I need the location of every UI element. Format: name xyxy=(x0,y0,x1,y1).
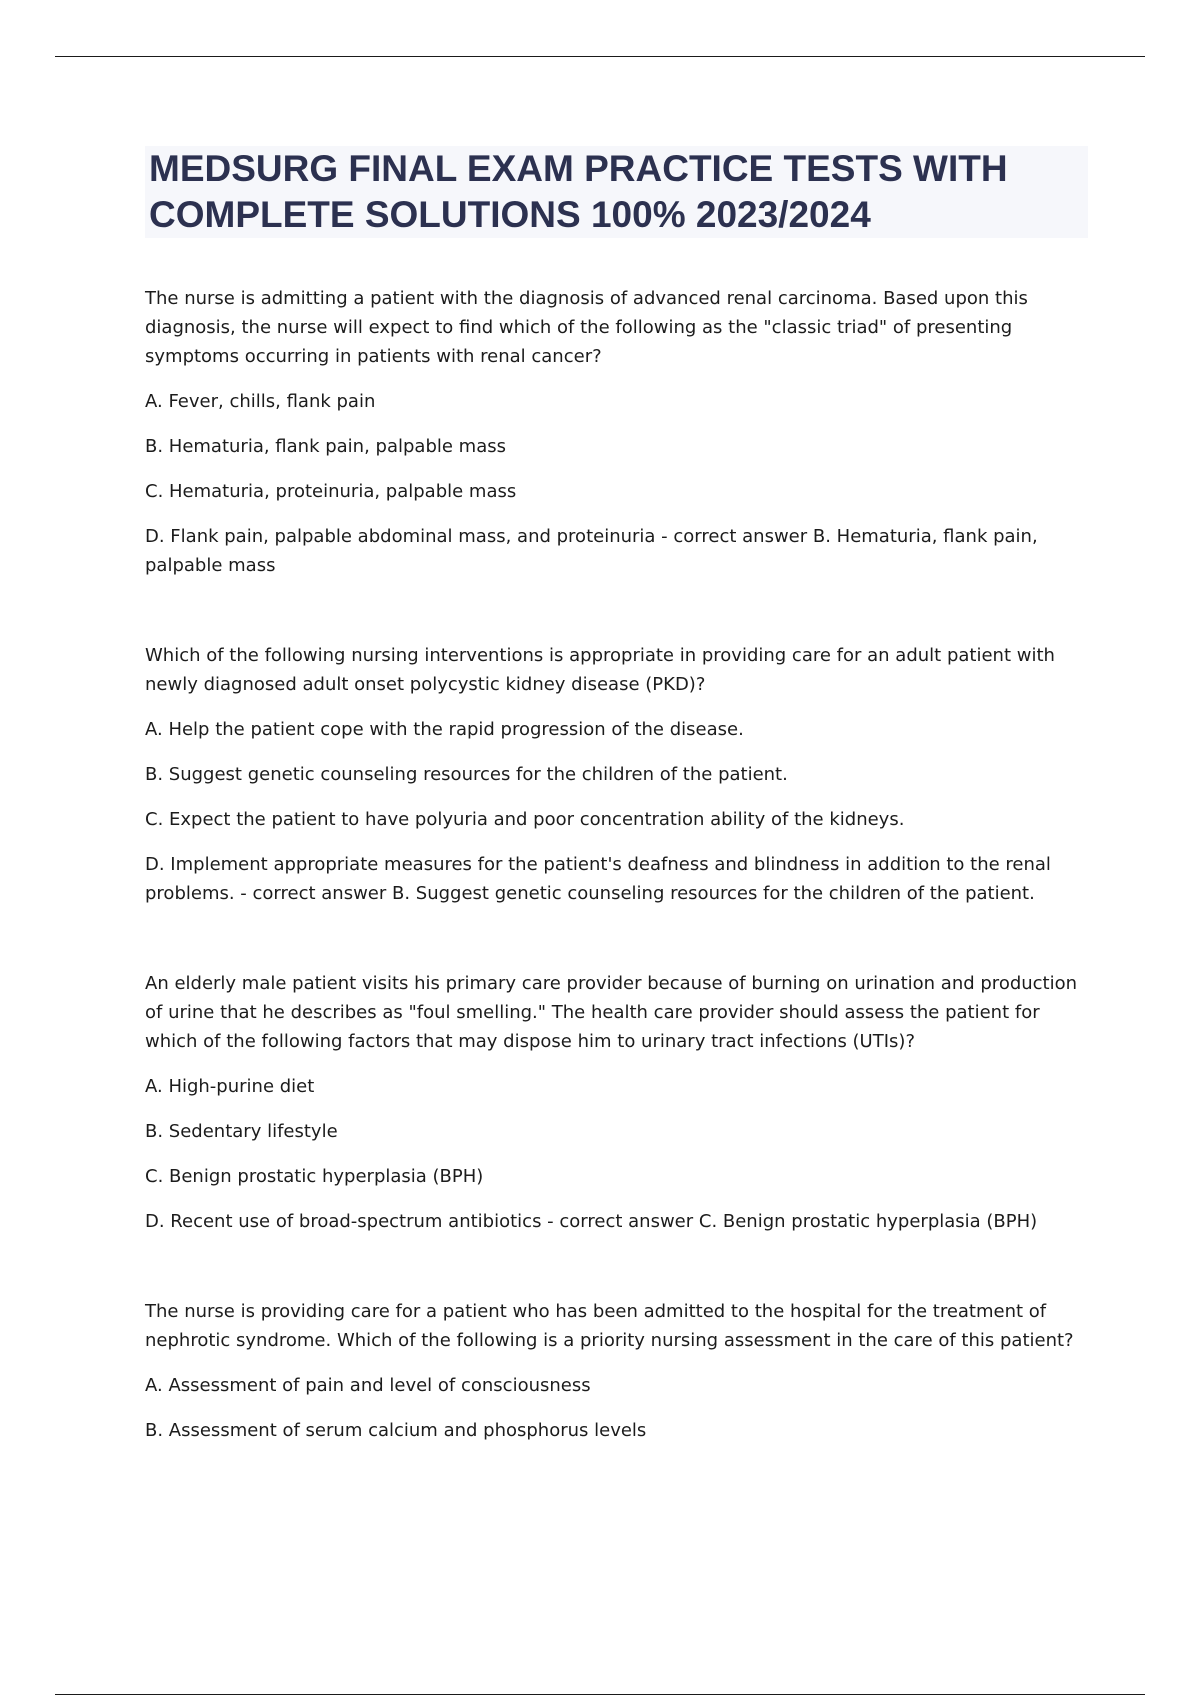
question-text: An elderly male patient visits his primary care provider because of burning on urination and production of urine that he describes as "foul smelling." The health care provider should assess the patient for which of the following factors that may dispose him to urinary tract infections (UTIs)? xyxy=(145,973,1078,1052)
option-b: B. Sedentary lifestyle xyxy=(145,1121,338,1142)
question-text: The nurse is admitting a patient with the diagnosis of advanced renal carcinoma. Based upon this diagnosis, the nurse will expect to find which of the following as the "classic triad" of presenting symptoms occurring in patients with renal cancer? xyxy=(145,288,1028,367)
question-2 xyxy=(145,641,1090,908)
option-c: C. Expect the patient to have polyuria and poor concentration ability of the kidneys. xyxy=(145,809,905,830)
option-a: A. Help the patient cope with the rapid progression of the disease. xyxy=(145,719,744,740)
option-c: C. Hematuria, proteinuria, palpable mass xyxy=(145,481,517,502)
question-1 xyxy=(145,284,1090,580)
title-line-2: COMPLETE SOLUTIONS 100% 2023/2024 xyxy=(149,194,871,235)
option-d-with-answer: D. Recent use of broad-spectrum antibiotics - correct answer C. Benign prostatic hyperplasia (BPH) xyxy=(145,1211,1038,1232)
option-c: C. Benign prostatic hyperplasia (BPH) xyxy=(145,1166,484,1187)
option-b: B. Assessment of serum calcium and phosphorus levels xyxy=(145,1420,647,1441)
option-b: B. Hematuria, flank pain, palpable mass xyxy=(145,436,506,457)
option-d-with-answer: D. Implement appropriate measures for the patient's deafness and blindness in addition to the renal problems. - correct answer B. Suggest genetic counseling resources for the children of the patient. xyxy=(145,854,1051,904)
top-rule xyxy=(55,56,1145,57)
option-b: B. Suggest genetic counseling resources for the children of the patient. xyxy=(145,764,788,785)
question-3 xyxy=(145,969,1090,1236)
question-4 xyxy=(145,1297,1090,1445)
questions-list xyxy=(145,284,1090,1506)
option-d-with-answer: D. Flank pain, palpable abdominal mass, and proteinuria - correct answer B. Hematuria, flank pain, palpable mass xyxy=(145,526,1038,576)
question-text: The nurse is providing care for a patient who has been admitted to the hospital for the treatment of nephrotic syndrome. Which of the following is a priority nursing assessment in the care of this patient? xyxy=(145,1301,1074,1351)
title-line-1: MEDSURG FINAL EXAM PRACTICE TESTS WITH xyxy=(149,148,1008,189)
bottom-rule xyxy=(55,1694,1145,1695)
document-title xyxy=(149,146,1084,238)
question-text: Which of the following nursing interventions is appropriate in providing care for an adult patient with newly diagnosed adult onset polycystic kidney disease (PKD)? xyxy=(145,645,1055,695)
title-block xyxy=(145,146,1088,238)
option-a: A. Fever, chills, flank pain xyxy=(145,391,376,412)
option-a: A. High-purine diet xyxy=(145,1076,315,1097)
option-a: A. Assessment of pain and level of consciousness xyxy=(145,1375,591,1396)
